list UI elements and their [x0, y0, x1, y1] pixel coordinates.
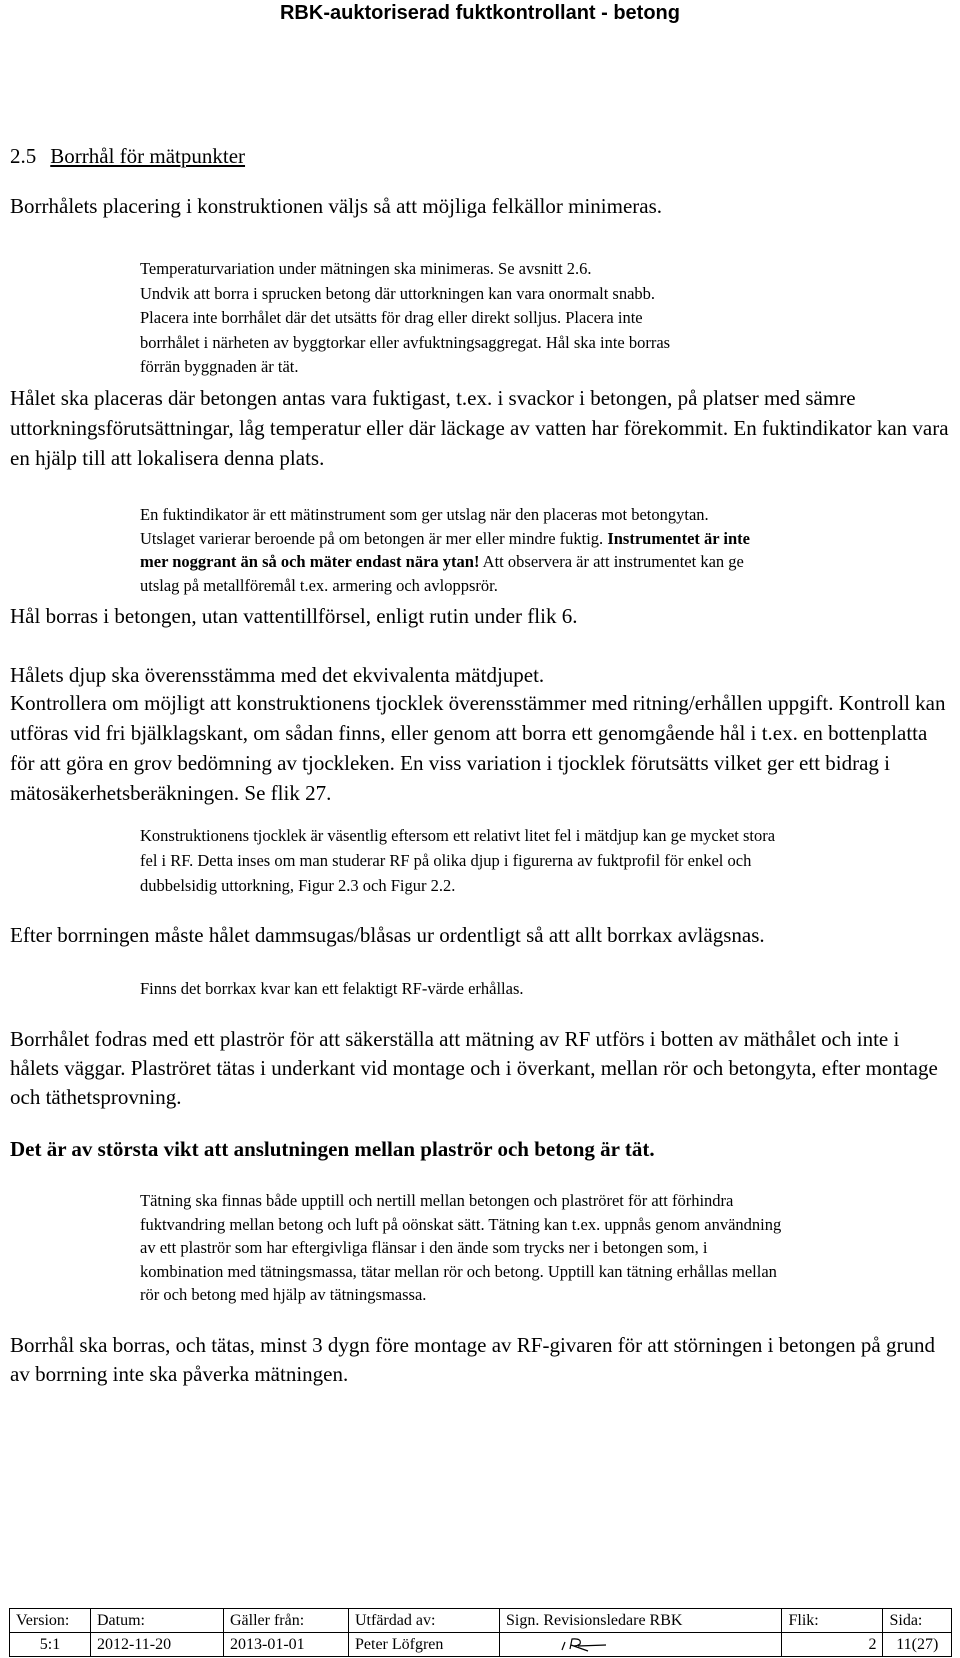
note-line: fel i RF. Detta inses om man studerar RF på olika djup i figurerna av fuktprofil för enkel och: [140, 851, 752, 870]
section-number: 2.5: [10, 144, 37, 168]
note-moisture-indicator: [140, 503, 750, 597]
footer-value-row: [10, 1633, 952, 1657]
note-drill-dust: [140, 977, 524, 1001]
note-line: Konstruktionens tjocklek är väsentlig eftersom ett relativt litet fel i mätdjup kan ge mycket stora: [140, 826, 776, 845]
note-temperature: [140, 257, 670, 380]
note-bold-text: Instrumentet är inte: [607, 528, 750, 548]
location-paragraph: Hålet ska placeras där betongen antas vara fuktigast, t.ex. i svackor i betongen, på platser med sämre uttorkningsförutsättningar, låg temperatur eller där läckage av vatten har förekommit. En fuktindikator kan vara en hjälp till att lokalisera denna plats.: [10, 386, 949, 470]
tube-paragraph: Borrhålet fodras med ett plaströr för att säkerställa att mätning av RF utförs i botten av mäthålet och inte i hålets väggar. Plaströret tätas i underkant vid montage och i överkant, mellan rör och betongyta, efter montage och täthetsprovning.: [10, 1027, 938, 1109]
note-line: Undvik att borra i sprucken betong där uttorkningen kan vara onormalt snabb.: [140, 283, 656, 303]
clean-paragraph: Efter borrningen måste hålet dammsugas/blåsas ur ordentligt så att allt borrkax avlägsnas.: [10, 923, 765, 947]
footer-tab: 2: [782, 1633, 883, 1657]
note-line: förrän byggnaden är tät.: [140, 357, 299, 376]
footer-header-page: Sida:: [883, 1609, 952, 1633]
footer-issued-by: Peter Löfgren: [349, 1633, 500, 1657]
footer-valid-from: 2013-01-01: [224, 1633, 349, 1657]
footer-header-signature: Sign. Revisionsledare RBK: [500, 1609, 782, 1633]
footer-date: 2012-11-20: [91, 1633, 224, 1657]
note-text: Utslaget varierar beroende på om betongen är mer eller mindre fuktig.: [140, 528, 608, 548]
footer-header-date: Datum:: [91, 1609, 224, 1633]
footer-header-version: Version:: [10, 1609, 91, 1633]
note-line: Temperaturvariation under mätningen ska minimeras. Se avsnitt 2.6.: [140, 259, 592, 278]
note-text: Att observera är att instrumentet kan ge: [479, 552, 744, 571]
important-paragraph: Det är av största vikt att anslutningen mellan plaströr och betong är tät.: [10, 1137, 655, 1161]
footer-signature: [500, 1633, 782, 1657]
section-title-text: Borrhål för mätpunkter: [50, 144, 246, 168]
note-line: Placera inte borrhålet där det utsätts för drag eller direkt solljus. Placera inte: [140, 308, 643, 327]
depth-paragraph: Hålets djup ska överensstämma med det ekvivalenta mätdjupet.: [10, 663, 545, 687]
note-line: Tätning ska finnas både upptill och nertill mellan betongen och plaströret för att förhindra: [140, 1191, 734, 1210]
footer-header-issued-by: Utfärdad av:: [349, 1609, 500, 1633]
note-sealing: [140, 1189, 781, 1307]
note-line: dubbelsidig uttorkning, Figur 2.3 och Figur 2.2.: [140, 876, 456, 895]
footer-version: 5:1: [10, 1633, 91, 1657]
note-line: kombination med tätningsmassa, tätar mellan rör och betong. Upptill kan tätning erhållas mellan: [140, 1261, 777, 1281]
signature-image: [560, 1637, 612, 1653]
drill-paragraph: Hål borras i betongen, utan vattentillförsel, enligt rutin under flik 6.: [10, 604, 578, 628]
note-line: [140, 527, 750, 551]
note-line: av ett plaströr som har eftergivliga flänsar i den ände som trycks ner i betongen som, i: [140, 1238, 708, 1257]
note-line: fuktvandring mellan betong och luft på oönskat sätt. Tätning kan t.ex. uppnås genom användning: [140, 1214, 782, 1234]
section-title: [10, 142, 245, 170]
intro-paragraph: Borrhålets placering i konstruktionen väljs så att möjliga felkällor minimeras.: [10, 194, 663, 218]
document-footer-table: [9, 1608, 952, 1657]
note-bold-text: mer noggrant än så och mäter endast nära ytan!: [140, 552, 480, 571]
note-line: rör och betong med hjälp av tätningsmassa.: [140, 1285, 427, 1304]
footer-header-row: [10, 1609, 952, 1633]
footer-header-tab: Flik:: [782, 1609, 883, 1633]
thickness-paragraph: Kontrollera om möjligt att konstruktionens tjocklek överensstämmer med ritning/erhållen uppgift. Kontroll kan utföras vid fri bjälklagskant, om sådan finns, eller genom att borra ett genomgående hål i t.ex. en bottenplatta för att göra en grov bedömning av tjockleken. En viss variation i tjocklek förutsätts vilket ger ett bidrag i mätosäkerhetsberäkningen. Se flik 27.: [10, 691, 946, 805]
note-line: utslag på metallföremål t.ex. armering och avloppsrör.: [140, 575, 498, 595]
page-header: RBK-auktoriserad fuktkontrollant - betong: [279, 2, 680, 24]
note-line: [140, 550, 750, 574]
footer-page: 11(27): [883, 1633, 952, 1657]
note-line: borrhålet i närheten av byggtorkar eller avfuktningsaggregat. Hål ska inte borras: [140, 332, 671, 352]
timing-paragraph: Borrhål ska borras, och tätas, minst 3 dygn före montage av RF-givaren för att störningen i betongen på grund av borrning inte ska påverka mätningen.: [10, 1333, 935, 1386]
note-line: Finns det borrkax kvar kan ett felaktigt RF-värde erhållas.: [140, 979, 524, 998]
note-line: En fuktindikator är ett mätinstrument som ger utslag när den placeras mot betongytan.: [140, 505, 709, 524]
footer-header-valid-from: Gäller från:: [224, 1609, 349, 1633]
note-thickness: [140, 823, 775, 898]
